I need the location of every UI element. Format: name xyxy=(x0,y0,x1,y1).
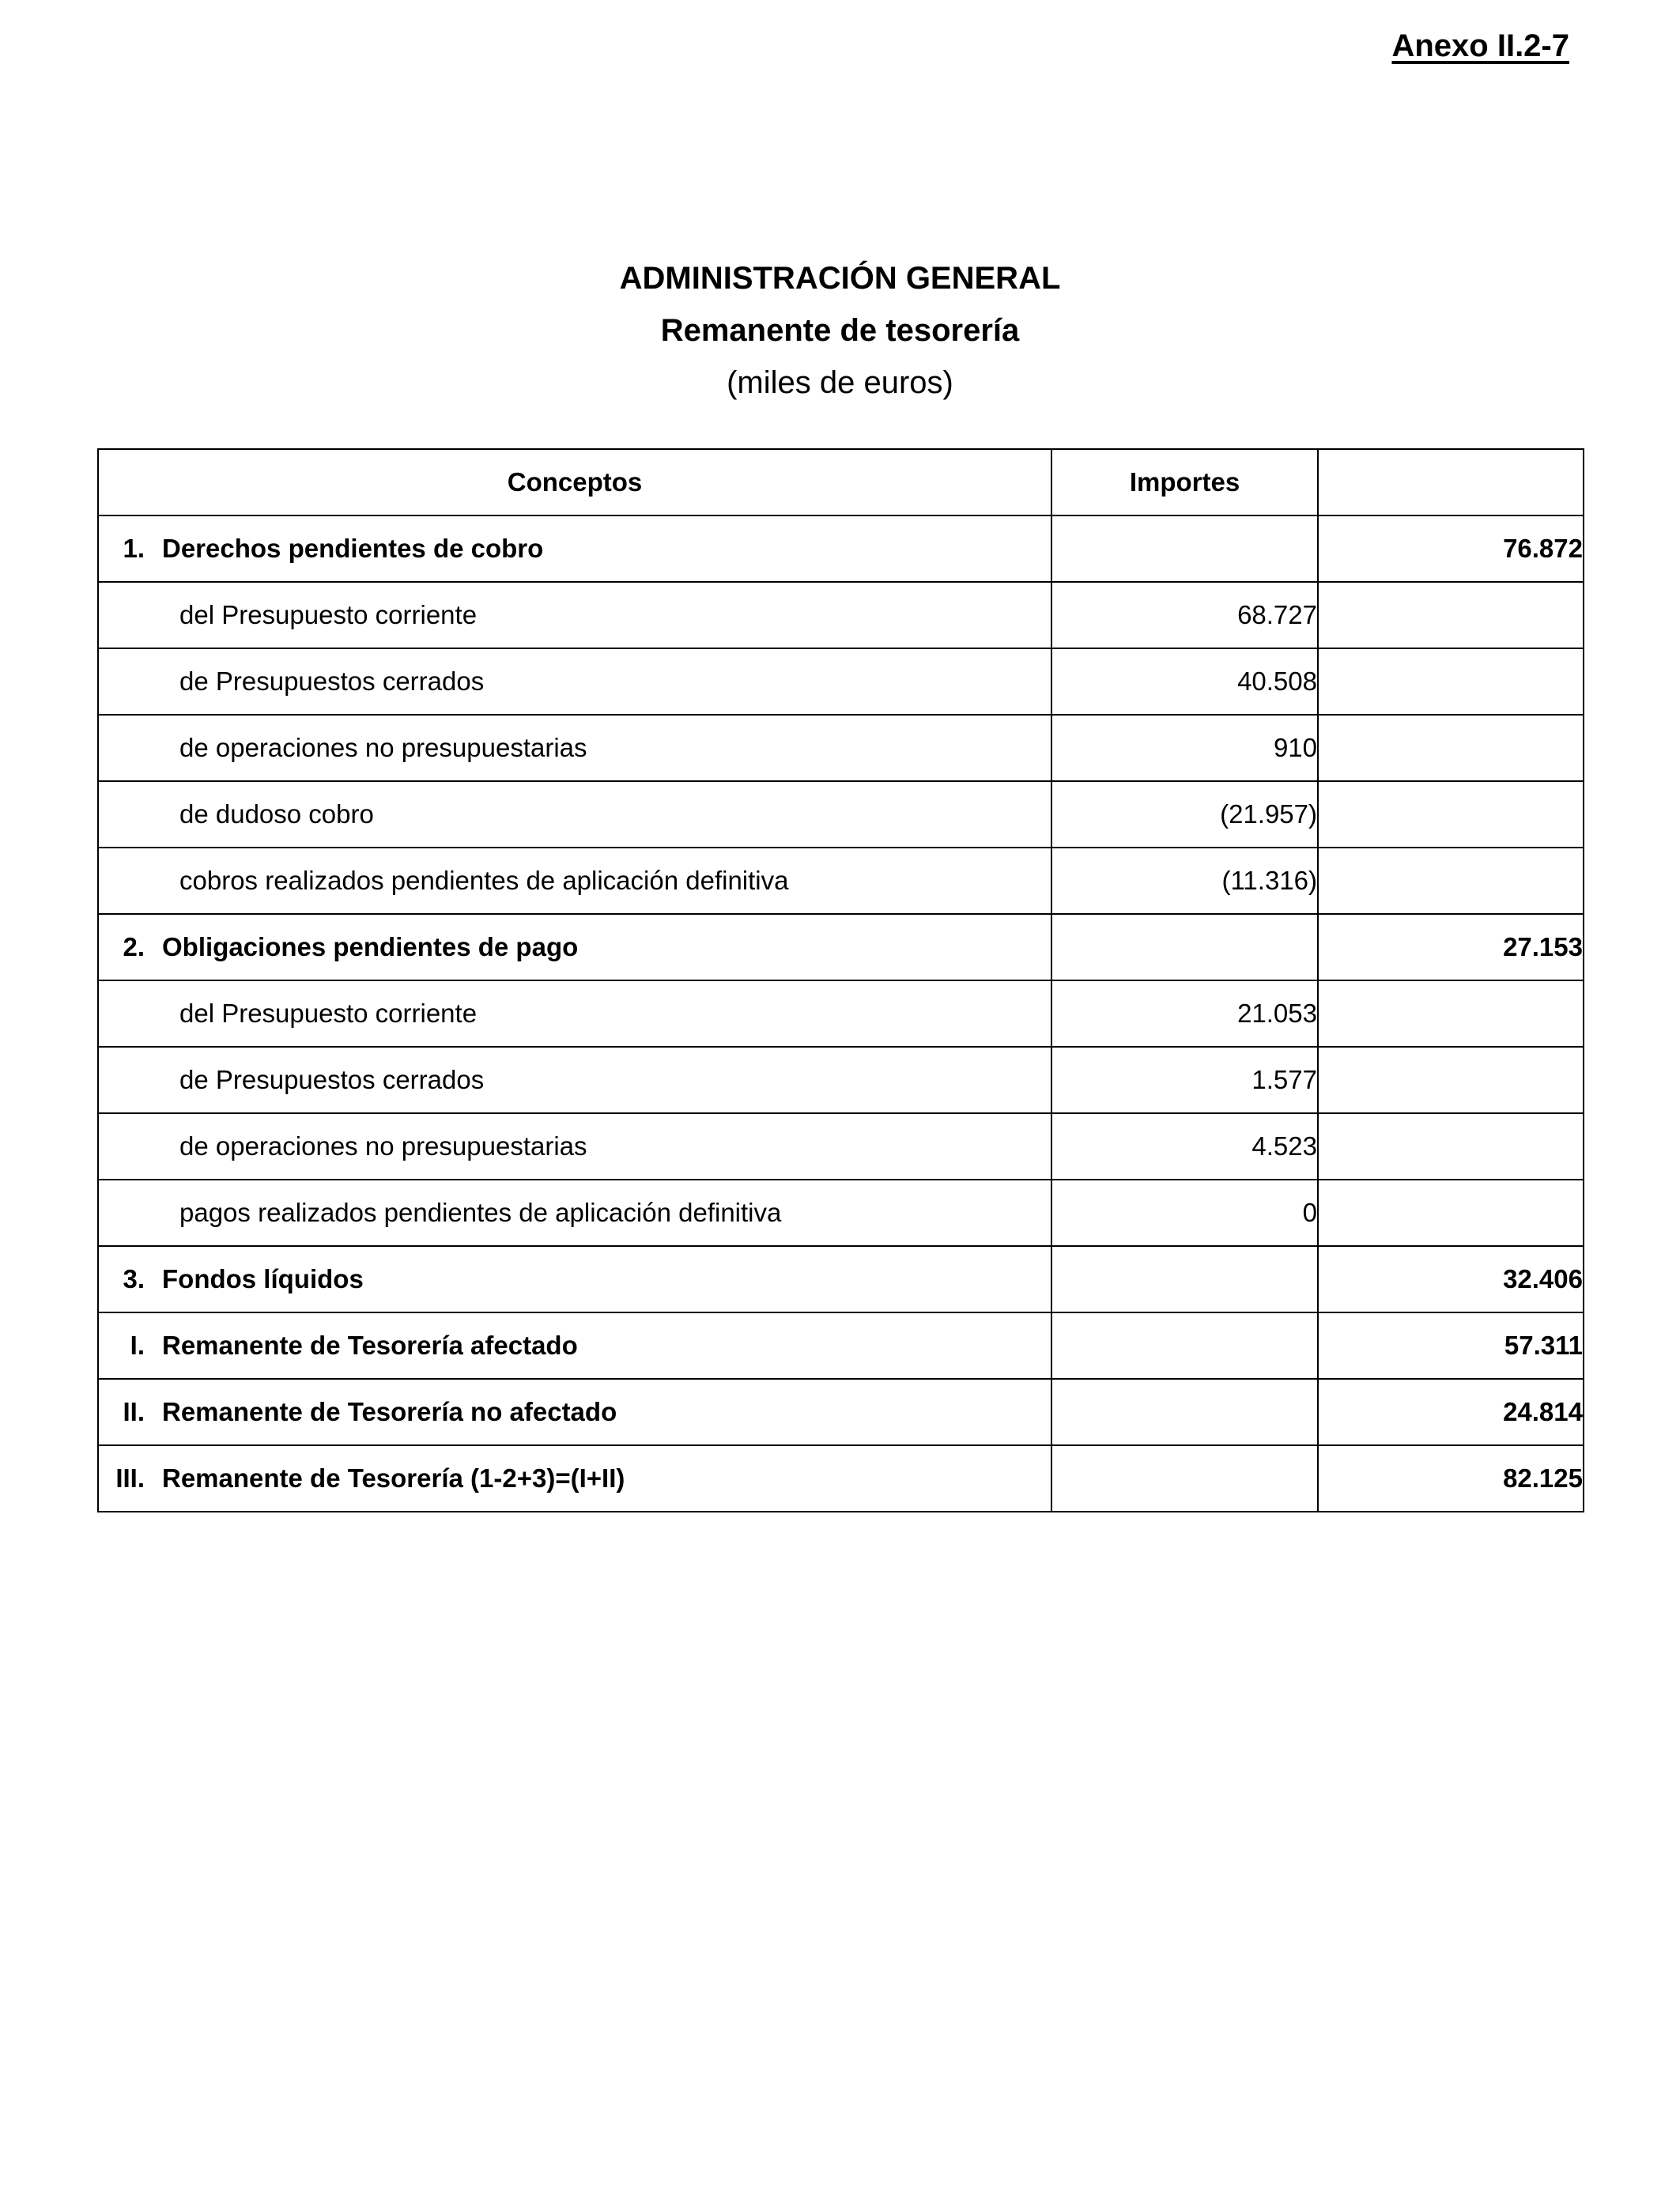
total-cell xyxy=(1318,715,1584,781)
header-totales xyxy=(1318,449,1584,515)
concept-number: III. xyxy=(115,1463,145,1493)
table-row xyxy=(98,1379,1584,1445)
table-row xyxy=(98,582,1584,648)
importe-cell xyxy=(1051,914,1318,980)
concept-label: Fondos líquidos xyxy=(162,1264,364,1293)
concept-number: I. xyxy=(130,1331,145,1360)
remanente-table xyxy=(97,448,1584,1512)
concept-cell xyxy=(98,914,1051,980)
importe-cell xyxy=(1051,1246,1318,1312)
importe-cell xyxy=(1051,1312,1318,1379)
units-note: (miles de euros) xyxy=(727,365,953,400)
concept-label: de operaciones no presupuestarias xyxy=(179,1131,587,1161)
table-row xyxy=(98,1180,1584,1246)
importe-cell: 40.508 xyxy=(1051,648,1318,715)
table-row xyxy=(98,715,1584,781)
table-row xyxy=(98,1047,1584,1113)
table-row xyxy=(98,515,1584,582)
table-row xyxy=(98,1113,1584,1180)
total-cell xyxy=(1318,582,1584,648)
concept-label: de operaciones no presupuestarias xyxy=(179,733,587,762)
total-cell xyxy=(1318,648,1584,715)
importe-cell: 910 xyxy=(1051,715,1318,781)
concept-label: Remanente de Tesorería afectado xyxy=(162,1331,578,1360)
total-cell: 82.125 xyxy=(1318,1445,1584,1512)
header-conceptos: Conceptos xyxy=(98,449,1051,515)
concept-label: Derechos pendientes de cobro xyxy=(162,534,544,563)
total-cell: 24.814 xyxy=(1318,1379,1584,1445)
concept-cell xyxy=(98,1379,1051,1445)
importe-cell: 21.053 xyxy=(1051,980,1318,1047)
concept-cell xyxy=(98,1047,1051,1113)
concept-label: de Presupuestos cerrados xyxy=(179,1065,485,1094)
table-row xyxy=(98,1312,1584,1379)
concept-cell xyxy=(98,1180,1051,1246)
header-importes: Importes xyxy=(1051,449,1318,515)
concept-label: del Presupuesto corriente xyxy=(179,999,478,1028)
concept-cell xyxy=(98,1113,1051,1180)
importe-cell xyxy=(1051,1445,1318,1512)
importe-cell: 1.577 xyxy=(1051,1047,1318,1113)
total-cell: 27.153 xyxy=(1318,914,1584,980)
importe-cell: (21.957) xyxy=(1051,781,1318,848)
total-cell: 76.872 xyxy=(1318,515,1584,582)
importe-cell: 4.523 xyxy=(1051,1113,1318,1180)
table-header-row xyxy=(98,449,1584,515)
total-cell: 57.311 xyxy=(1318,1312,1584,1379)
document-title: ADMINISTRACIÓN GENERAL xyxy=(619,261,1061,296)
total-cell xyxy=(1318,980,1584,1047)
concept-label: cobros realizados pendientes de aplicación definitiva xyxy=(179,866,789,895)
table-row xyxy=(98,1445,1584,1512)
concept-cell xyxy=(98,582,1051,648)
concept-number: 3. xyxy=(123,1264,145,1293)
importe-cell: 68.727 xyxy=(1051,582,1318,648)
importe-cell: (11.316) xyxy=(1051,848,1318,914)
annex-label: Anexo II.2-7 xyxy=(1391,28,1569,63)
table-row xyxy=(98,781,1584,848)
concept-cell xyxy=(98,1445,1051,1512)
table-row xyxy=(98,914,1584,980)
document-subtitle: Remanente de tesorería xyxy=(660,313,1020,348)
total-cell xyxy=(1318,781,1584,848)
concept-cell xyxy=(98,1312,1051,1379)
total-cell xyxy=(1318,1047,1584,1113)
concept-label: de dudoso cobro xyxy=(179,799,374,829)
concept-label: del Presupuesto corriente xyxy=(179,600,478,629)
table-row xyxy=(98,1246,1584,1312)
concept-label: pagos realizados pendientes de aplicación definitiva xyxy=(179,1198,782,1227)
total-cell xyxy=(1318,1180,1584,1246)
concept-label: Remanente de Tesorería (1-2+3)=(I+II) xyxy=(162,1463,625,1493)
concept-cell xyxy=(98,781,1051,848)
concept-number: 2. xyxy=(123,932,145,961)
concept-cell xyxy=(98,515,1051,582)
concept-label: de Presupuestos cerrados xyxy=(179,667,485,696)
concept-cell xyxy=(98,1246,1051,1312)
table-row xyxy=(98,848,1584,914)
total-cell: 32.406 xyxy=(1318,1246,1584,1312)
total-cell xyxy=(1318,1113,1584,1180)
table-row xyxy=(98,980,1584,1047)
total-cell xyxy=(1318,848,1584,914)
concept-label: Obligaciones pendientes de pago xyxy=(162,932,579,961)
concept-label: Remanente de Tesorería no afectado xyxy=(162,1397,617,1426)
concept-cell xyxy=(98,848,1051,914)
concept-number: 1. xyxy=(123,534,145,563)
table-row xyxy=(98,648,1584,715)
concept-cell xyxy=(98,980,1051,1047)
concept-cell xyxy=(98,715,1051,781)
importe-cell xyxy=(1051,1379,1318,1445)
importe-cell: 0 xyxy=(1051,1180,1318,1246)
concept-number: II. xyxy=(123,1397,145,1426)
concept-cell xyxy=(98,648,1051,715)
importe-cell xyxy=(1051,515,1318,582)
